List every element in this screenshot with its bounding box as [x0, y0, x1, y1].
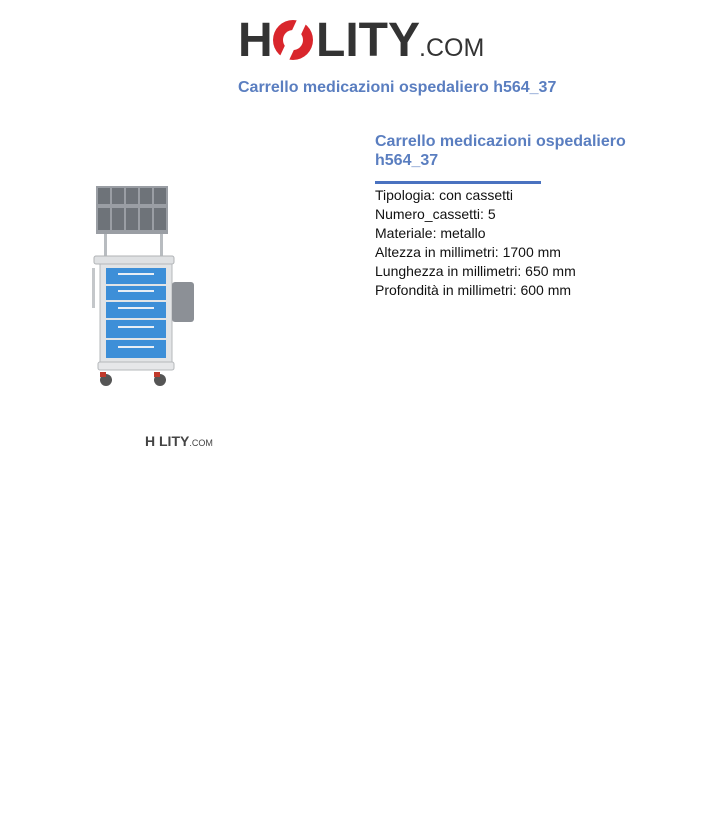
spec-item: Numero_cassetti: 5: [375, 206, 496, 222]
spec-item: Lunghezza in millimetri: 650 mm: [375, 263, 576, 279]
logo-label: [483, 12, 484, 13]
medical-trolley-image: [88, 182, 200, 397]
spec-item: Tipologia: con cassetti: [375, 187, 513, 203]
watermark-logo-suffix: .COM: [189, 438, 213, 448]
logo-suffix-label: [483, 12, 484, 13]
svg-text:H: H: [238, 14, 273, 67]
spec-item: Altezza in millimetri: 1700 mm: [375, 244, 561, 260]
page-title: Carrello medicazioni ospedaliero h564_37: [238, 79, 557, 96]
watermark-logo: [145, 433, 213, 449]
watermark-logo-main: H LITY: [145, 433, 190, 449]
svg-text:LITY: LITY: [316, 14, 420, 67]
spec-list: [375, 186, 576, 300]
logo-graphic: [238, 12, 483, 68]
product-title: Carrello medicazioni ospedaliero h564_37: [375, 133, 626, 169]
svg-text:.COM: .COM: [419, 34, 483, 62]
spec-item: Profondità in millimetri: 600 mm: [375, 282, 572, 298]
site-logo[interactable]: [238, 12, 483, 68]
title-divider: [375, 181, 541, 184]
product-image: [88, 182, 200, 397]
spec-item: Materiale: metallo: [375, 225, 486, 241]
